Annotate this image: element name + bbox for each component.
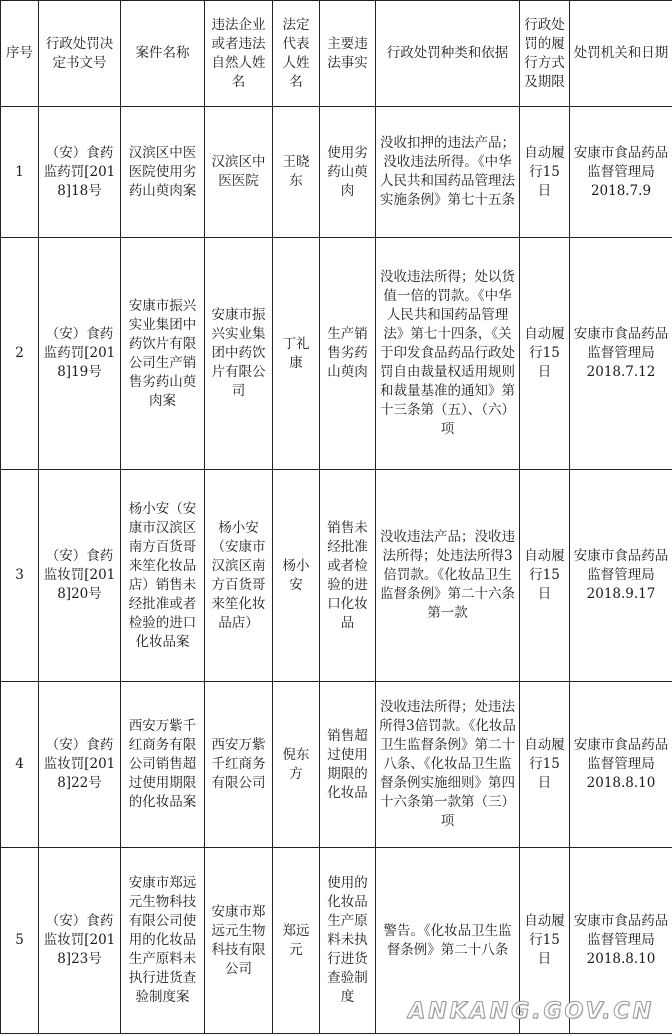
cell-seq: 1 bbox=[1, 107, 39, 238]
cell-penalty: 警告。《化妆品卫生监督条例》第二十八条 bbox=[376, 848, 520, 1034]
table-row bbox=[1, 107, 672, 238]
cell-legal-rep: 丁礼康 bbox=[273, 238, 320, 470]
cell-legal-rep: 郑远元 bbox=[273, 848, 320, 1034]
cell-legal-rep: 王晓东 bbox=[273, 107, 320, 238]
header-facts: 主要违法事实 bbox=[320, 1, 376, 107]
cell-penalty: 没收违法所得；处以货值一倍的罚款。《中华人民共和国药品管理法》第七十四条，《关于印发食品药品行政处罚自由裁量权适用规则和裁量基准的通知》第十三条第（五）、（六）项 bbox=[376, 238, 520, 470]
cell-case-name: 杨小安（安康市汉滨区南方百货哥来笙化妆品店）销售未经批准或者检验的进口化妆品案 bbox=[121, 470, 205, 682]
header-party: 违法企业或者违法自然人姓名 bbox=[205, 1, 273, 107]
cell-party: 杨小安（安康市汉滨区南方百货哥来笙化妆品店） bbox=[205, 470, 273, 682]
cell-authority bbox=[570, 107, 672, 238]
cell-execution: 自动履行15日 bbox=[520, 470, 570, 682]
header-case-name: 案件名称 bbox=[121, 1, 205, 107]
cell-authority bbox=[570, 470, 672, 682]
header-execution: 行政处罚的履行方式及期限 bbox=[520, 1, 570, 107]
table-row bbox=[1, 682, 672, 848]
authority-name: 安康市食品药品监督管理局 bbox=[573, 913, 669, 948]
cell-seq: 5 bbox=[1, 848, 39, 1034]
decision-date: 2018.7.9 bbox=[590, 182, 652, 199]
cell-decision-no: （安）食药监妆罚[2018]20号 bbox=[39, 470, 121, 682]
header-decision-no: 行政处罚决定书文号 bbox=[39, 1, 121, 107]
cell-execution: 自动履行15日 bbox=[520, 848, 570, 1034]
cell-case-name: 安康市振兴实业集团中药饮片有限公司生产销售劣药山萸肉案 bbox=[121, 238, 205, 470]
cell-party: 西安万紫千红商务有限公司 bbox=[205, 682, 273, 848]
header-seq: 序号 bbox=[1, 1, 39, 107]
cell-decision-no: （安）食药监药罚[2018]18号 bbox=[39, 107, 121, 238]
authority-name: 安康市食品药品监督管理局 bbox=[573, 144, 669, 180]
cell-facts: 使用的化妆品生产原料未执行进货查验制度 bbox=[320, 848, 376, 1034]
site-watermark: ANKANG.GOV.CN bbox=[408, 999, 654, 1024]
decision-date: 2018.8.10 bbox=[586, 951, 656, 967]
authority-name: 安康市食品药品监督管理局 bbox=[573, 737, 669, 772]
cell-penalty: 没收违法所得；处违法所得3倍罚款。《化妆品卫生监督条例》第二十八条、《化妆品卫生监督条例实施细则》第四十六条第一款第（三）项 bbox=[376, 682, 520, 848]
cell-case-name: 安康市郑远元生物科技有限公司使用的化妆品生产原料未执行进货查验制度案 bbox=[121, 848, 205, 1034]
cell-seq: 3 bbox=[1, 470, 39, 682]
table-row bbox=[1, 470, 672, 682]
cell-execution: 自动履行15日 bbox=[520, 682, 570, 848]
cell-execution: 自动履行15日 bbox=[520, 107, 570, 238]
decision-date: 2018.8.10 bbox=[586, 775, 656, 791]
cell-authority bbox=[570, 238, 672, 470]
table-row bbox=[1, 238, 672, 470]
cell-facts: 销售未经批准或者检验的进口化妆品 bbox=[320, 470, 376, 682]
header-authority: 处罚机关和日期 bbox=[570, 1, 672, 107]
authority-name: 安康市食品药品监督管理局 bbox=[573, 326, 669, 361]
cell-party: 汉滨区中医医院 bbox=[205, 107, 273, 238]
cell-penalty: 没收违法产品；没收违法所得；处违法所得3倍罚款。《化妆品卫生监督条例》第二十六条第一款 bbox=[376, 470, 520, 682]
cell-penalty: 没收扣押的违法产品；没收违法所得。《中华人民共和国药品管理法实施条例》第七十五条 bbox=[376, 107, 520, 238]
cell-party: 安康市振兴实业集团中药饮片有限公司 bbox=[205, 238, 273, 470]
cell-legal-rep: 杨小安 bbox=[273, 470, 320, 682]
cell-facts: 使用劣药山萸肉 bbox=[320, 107, 376, 238]
table-header-row bbox=[1, 1, 672, 107]
cell-party: 安康市郑远元生物科技有限公司 bbox=[205, 848, 273, 1034]
cell-case-name: 西安万紫千红商务有限公司销售超过使用期限的化妆品案 bbox=[121, 682, 205, 848]
decision-date: 2018.7.12 bbox=[586, 364, 656, 380]
cell-seq: 2 bbox=[1, 238, 39, 470]
authority-name: 安康市食品药品监督管理局 bbox=[573, 548, 669, 583]
cell-decision-no: （安）食药监药罚[2018]19号 bbox=[39, 238, 121, 470]
cell-facts: 销售超过使用期限的化妆品 bbox=[320, 682, 376, 848]
header-legal-rep: 法定代表人姓名 bbox=[273, 1, 320, 107]
header-penalty: 行政处罚种类和依据 bbox=[376, 1, 520, 107]
cell-legal-rep: 倪东方 bbox=[273, 682, 320, 848]
cell-decision-no: （安）食药监妆罚[2018]22号 bbox=[39, 682, 121, 848]
decision-date: 2018.9.17 bbox=[586, 586, 656, 602]
cell-facts: 生产销售劣药山萸肉 bbox=[320, 238, 376, 470]
cell-execution: 自动履行15日 bbox=[520, 238, 570, 470]
cell-authority bbox=[570, 682, 672, 848]
cell-decision-no: （安）食药监妆罚[2018]23号 bbox=[39, 848, 121, 1034]
cell-seq: 4 bbox=[1, 682, 39, 848]
cell-case-name: 汉滨区中医医院使用劣药山萸肉案 bbox=[121, 107, 205, 238]
